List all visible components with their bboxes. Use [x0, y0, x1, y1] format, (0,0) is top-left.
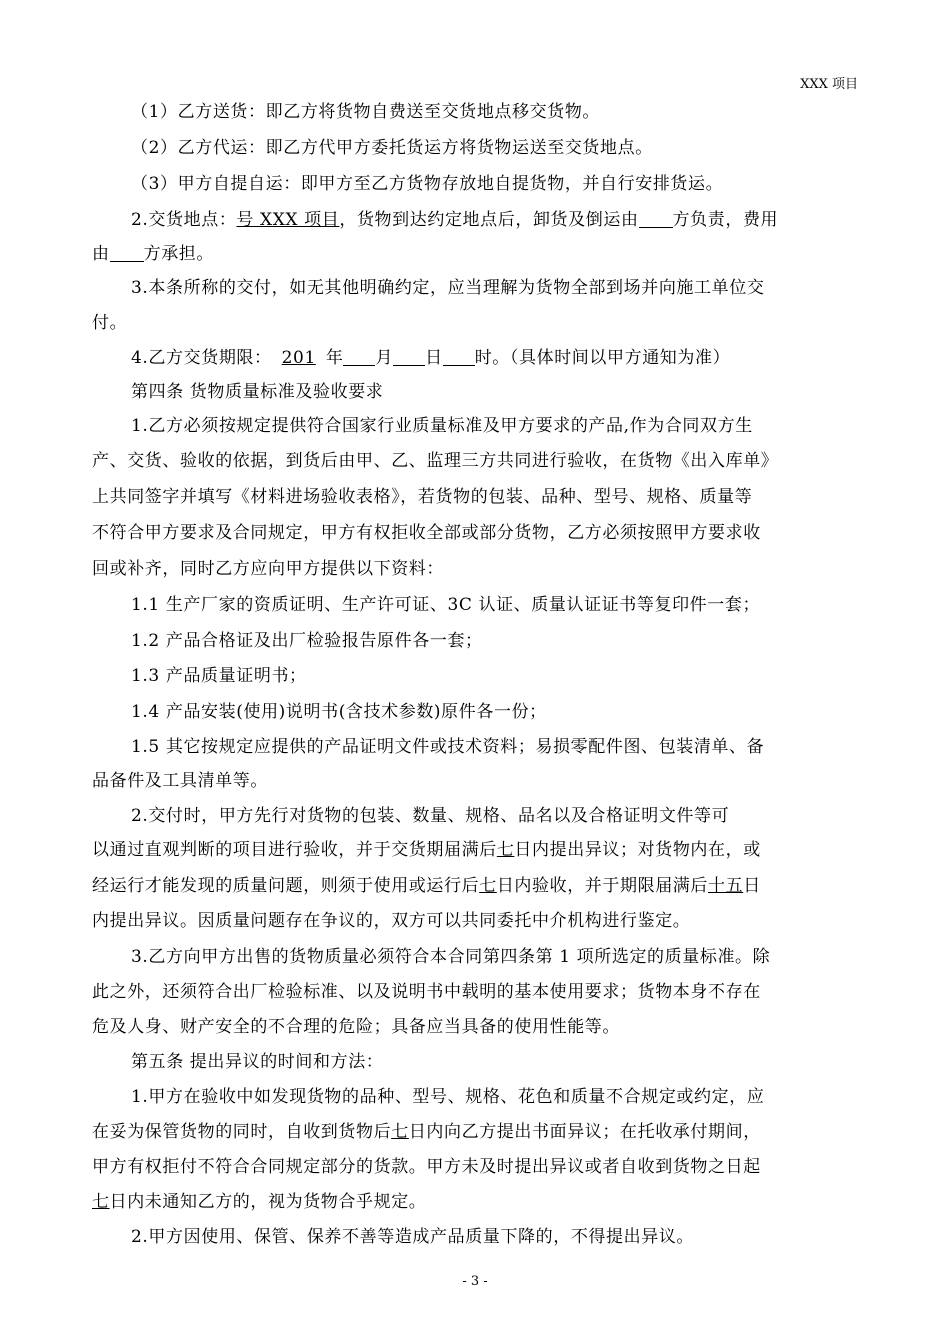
- paragraph-line: 1.4 产品安装(使用)说明书(含技术参数)原件各一份；: [131, 702, 547, 722]
- paragraph-line: 产、交货、验收的依据，到货后由甲、乙、监理三方共同进行验收，在货物《出入库单》: [92, 451, 779, 471]
- text-segment: 经运行才能发现的质量问题，则须于使用或运行后: [92, 876, 480, 896]
- text-segment: 月: [375, 348, 394, 368]
- text-segment: 年: [325, 348, 344, 368]
- paragraph-line: 不符合甲方要求及合同规定，甲方有权拒收全部或部分货物，乙方必须按照甲方要求收: [92, 523, 761, 543]
- text-segment: 日内向乙方提出书面异议；在托收承付期间，: [408, 1122, 761, 1142]
- paragraph-line: 1.甲方在验收中如发现货物的品种、型号、规格、花色和质量不合规定或约定，应: [131, 1087, 765, 1107]
- text-segment: 在妥为保管货物的同时，自收到货物后: [92, 1122, 392, 1142]
- text-segment: 时。（具体时间以甲方通知为准）: [474, 348, 731, 368]
- delivery-location: 号 XXX 项目: [236, 210, 340, 230]
- text-segment: 方承担。: [143, 244, 215, 264]
- days-value: 七: [92, 1192, 110, 1212]
- paragraph-line: 1.1 生产厂家的资质证明、生产许可证、3C 认证、质量认证证书等复印件一套；: [131, 595, 761, 615]
- section-heading: 第五条 提出异议的时间和方法：: [131, 1052, 384, 1072]
- paragraph-line: 1.3 产品质量证明书；: [131, 666, 307, 686]
- paragraph-line: [92, 1122, 862, 1142]
- days-value: 十五: [708, 876, 744, 896]
- paragraph-line: 回或补齐，同时乙方应向甲方提供以下资料：: [92, 559, 444, 579]
- paragraph-line: 甲方有权拒付不符合合同规定部分的货款。甲方未及时提出异议或者自收到货物之日起: [92, 1157, 761, 1177]
- paragraph-line: [92, 244, 862, 264]
- paragraph-line: [92, 876, 862, 896]
- paragraph-line: （3）甲方自提自运：即甲方至乙方货物存放地自提货物，并自行安排货运。: [131, 174, 724, 194]
- text-segment: 日: [743, 876, 761, 896]
- paragraph-line: 危及人身、财产安全的不合理的危险；具备应当具备的使用性能等。: [92, 1017, 620, 1037]
- paragraph-line: 1.5 其它按规定应提供的产品证明文件或技术资料；易损零配件图、包装清单、备: [131, 737, 765, 757]
- blank-field: [110, 245, 144, 262]
- text-segment: 以通过直观判断的项目进行验收，并于交货期届满后: [92, 840, 497, 860]
- text-segment: 由: [92, 244, 110, 264]
- year-field: 201: [281, 348, 316, 368]
- page-header: XXX 项目: [800, 77, 858, 92]
- text-segment: 方负责，费用: [672, 210, 779, 230]
- paragraph-line: 内提出异议。因质量问题存在争议的，双方可以共同委托中介机构进行鉴定。: [92, 911, 691, 931]
- days-value: 七: [496, 840, 515, 860]
- day-blank: [393, 349, 425, 366]
- paragraph-line: 2.甲方因使用、保管、保养不善等造成产品质量下降的，不得提出异议。: [131, 1227, 695, 1247]
- paragraph-line: 3.本条所称的交付，如无其他明确约定，应当理解为货物全部到场并向施工单位交: [131, 278, 765, 298]
- paragraph-line: 品备件及工具清单等。: [92, 771, 268, 791]
- paragraph-line: 1.2 产品合格证及出厂检验报告原件各一套；: [131, 631, 483, 651]
- text-segment: 日内未通知乙方的，视为货物合乎规定。: [109, 1192, 427, 1212]
- days-value: 七: [391, 1122, 409, 1142]
- days-value: 七: [479, 876, 497, 896]
- section-heading: 第四条 货物质量标准及验收要求: [131, 382, 384, 402]
- blank-field: [639, 211, 673, 228]
- month-blank: [343, 349, 375, 366]
- paragraph-line: [131, 348, 862, 368]
- paragraph-line: 1.乙方必须按规定提供符合国家行业质量标准及甲方要求的产品,作为合同双方生: [131, 416, 753, 436]
- paragraph-line: （2）乙方代运：即乙方代甲方委托货运方将货物运送至交货地点。: [131, 138, 653, 158]
- paragraph-line: （1）乙方送货：即乙方将货物自费送至交货地点移交货物。: [131, 102, 601, 122]
- paragraph-line: 上共同签字并填写《材料进场验收表格》，若货物的包装、品种、型号、规格、质量等: [92, 487, 753, 507]
- paragraph-line: [92, 1192, 862, 1212]
- paragraph-line: 此之外，还须符合出厂检验标准、以及说明书中载明的基本使用要求；货物本身不存在: [92, 982, 761, 1002]
- text-segment: 日内验收，并于期限届满后: [496, 876, 709, 896]
- text-segment: 2.交货地点：: [131, 210, 237, 230]
- paragraph-line: [92, 840, 862, 860]
- paragraph-line: 2.交付时，甲方先行对货物的包装、数量、规格、品名以及合格证明文件等可: [131, 806, 730, 826]
- text-segment: 日内提出异议；对货物内在，或: [514, 840, 761, 860]
- text-segment: 4.乙方交货期限：: [131, 348, 272, 368]
- page-number: - 3 -: [462, 1274, 488, 1289]
- text-segment: 日: [425, 348, 443, 368]
- paragraph-line: [131, 210, 862, 230]
- text-segment: ，货物到达约定地点后，卸货及倒运由: [339, 210, 639, 230]
- hour-blank: [443, 349, 475, 366]
- paragraph-line: 付。: [92, 313, 128, 333]
- paragraph-line: 3.乙方向甲方出售的货物质量必须符合本合同第四条第 1 项所选定的质量标准。除: [131, 947, 771, 967]
